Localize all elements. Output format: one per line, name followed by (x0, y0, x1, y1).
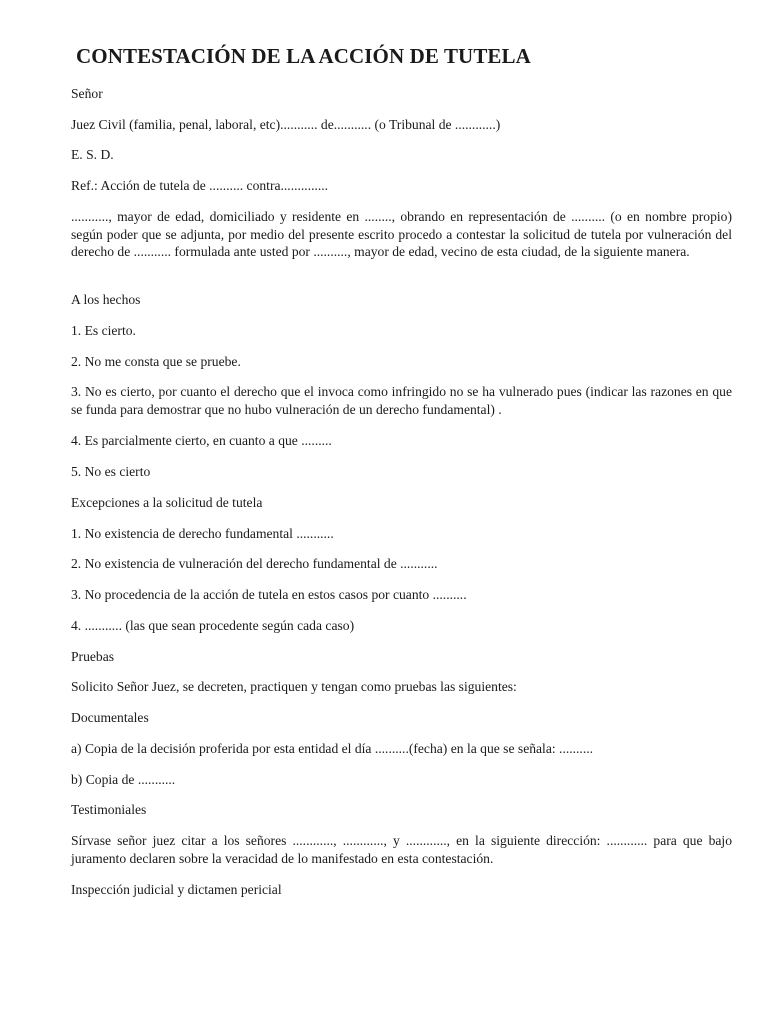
hecho-item-5: 5. No es cierto (71, 464, 151, 479)
hecho-item-2: 2. No me consta que se pruebe. (71, 354, 241, 369)
excepcion-item-1: 1. No existencia de derecho fundamental ........... (71, 526, 334, 541)
documental-item-a: a) Copia de la decisión proferida por esta entidad el día ..........(fecha) en la que se señala: .......... (71, 741, 594, 756)
excepcion-item-4: 4. ........... (las que sean procedente según cada caso) (71, 618, 355, 633)
section-heading-excepciones: Excepciones a la solicitud de tutela (71, 495, 263, 510)
addressee-line: Juez Civil (familia, penal, laboral, etc)........... de........... (o Tribunal de ............) (71, 117, 501, 132)
subheading-testimoniales: Testimoniales (71, 802, 147, 817)
intro-paragraph: ..........., mayor de edad, domiciliado y residente en ........, obrando en representación de .......... (o en nombre propio) según poder que se adjunta, por medio del presente escrito procedo a contestar la solicitud de tutela por vulneración del derecho de ........... formulada ante usted por .........., mayor de edad, vecino de esta ciudad, de la siguiente manera. (71, 209, 732, 259)
salutation: Señor (71, 86, 103, 101)
excepcion-item-3: 3. No procedencia de la acción de tutela en estos casos por cuanto .......... (71, 587, 467, 602)
subheading-documentales: Documentales (71, 710, 149, 725)
subheading-inspeccion: Inspección judicial y dictamen pericial (71, 882, 282, 897)
section-heading-hechos: A los hechos (71, 292, 141, 307)
document-title: CONTESTACIÓN DE LA ACCIÓN DE TUTELA (76, 44, 531, 68)
reference-line: Ref.: Acción de tutela de .......... contra.............. (71, 178, 329, 193)
section-heading-pruebas: Pruebas (71, 649, 115, 664)
pruebas-request: Solicito Señor Juez, se decreten, practiquen y tengan como pruebas las siguientes: (71, 679, 517, 694)
esd-line: E. S. D. (71, 147, 114, 162)
hecho-item-1: 1. Es cierto. (71, 323, 136, 338)
hecho-item-3: 3. No es cierto, por cuanto el derecho que el invoca como infringido no se ha vulnerado pues (indicar las razones en que se funda para demostrar que no hubo vulneración de un derecho fundamental) . (71, 384, 732, 417)
hecho-item-4: 4. Es parcialmente cierto, en cuanto a que ......... (71, 433, 332, 448)
excepcion-item-2: 2. No existencia de vulneración del derecho fundamental de ........... (71, 556, 438, 571)
testimoniales-paragraph: Sírvase señor juez citar a los señores ............, ............, y ............, en la siguiente dirección: ............ para que bajo juramento declaren sobre la veracidad de lo manifestado en esta contestación. (71, 833, 732, 866)
documental-item-b: b) Copia de ........... (71, 772, 176, 787)
